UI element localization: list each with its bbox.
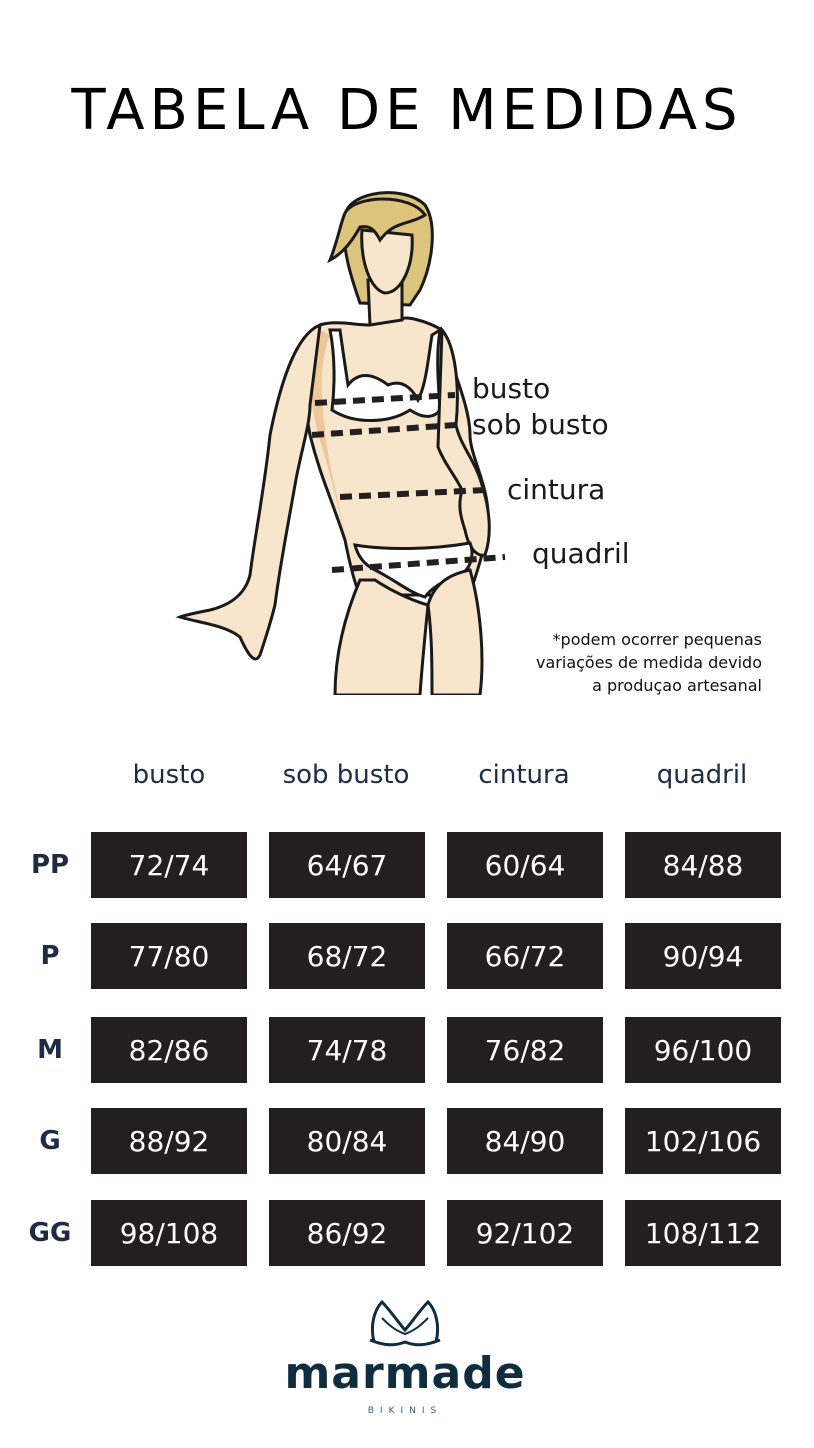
column-header-quadril: quadril: [656, 760, 748, 790]
row-header-pp: PP: [30, 850, 70, 880]
row-header-g: G: [39, 1126, 61, 1156]
cell-gg-sob-busto: 86/92: [269, 1200, 425, 1266]
wave-emblem-icon: [270, 1296, 540, 1348]
cell-pp-sob-busto: 64/67: [269, 832, 425, 898]
note-line-3: a produçao artesanal: [592, 676, 762, 695]
column-header-cintura: cintura: [478, 760, 570, 790]
brand-name: marmade: [284, 1348, 526, 1399]
cell-g-busto: 88/92: [91, 1108, 247, 1174]
label-busto: busto: [472, 372, 551, 405]
cell-m-quadril: 96/100: [625, 1017, 781, 1083]
cell-pp-cintura: 60/64: [447, 832, 603, 898]
note-line-1: *podem ocorrer pequenas: [552, 630, 762, 649]
label-cintura: cintura: [507, 473, 606, 506]
page-title: TABELA DE MEDIDAS: [71, 78, 743, 143]
cell-pp-quadril: 84/88: [625, 832, 781, 898]
cell-m-cintura: 76/82: [447, 1017, 603, 1083]
column-header-busto: busto: [132, 760, 206, 790]
cell-g-sob-busto: 80/84: [269, 1108, 425, 1174]
cell-gg-busto: 98/108: [91, 1200, 247, 1266]
brand-logo: [270, 1296, 540, 1426]
row-header-p: P: [40, 941, 60, 971]
cell-g-quadril: 102/106: [625, 1108, 781, 1174]
label-sob-busto: sob busto: [472, 408, 609, 441]
brand-subtitle: BIKINIS: [367, 1406, 443, 1416]
cell-gg-cintura: 92/102: [447, 1200, 603, 1266]
note-line-2: variações de medida devido: [536, 653, 762, 672]
column-header-sob-busto: sob busto: [282, 760, 410, 790]
cell-m-sob-busto: 74/78: [269, 1017, 425, 1083]
cell-pp-busto: 72/74: [91, 832, 247, 898]
disclaimer-note: [470, 628, 762, 697]
label-quadril: quadril: [532, 537, 630, 570]
cell-p-sob-busto: 68/72: [269, 923, 425, 989]
cell-m-busto: 82/86: [91, 1017, 247, 1083]
row-header-m: M: [37, 1035, 63, 1065]
cell-g-cintura: 84/90: [447, 1108, 603, 1174]
cell-gg-quadril: 108/112: [625, 1200, 781, 1266]
cell-p-quadril: 90/94: [625, 923, 781, 989]
cell-p-cintura: 66/72: [447, 923, 603, 989]
row-header-gg: GG: [28, 1218, 72, 1248]
cell-p-busto: 77/80: [91, 923, 247, 989]
